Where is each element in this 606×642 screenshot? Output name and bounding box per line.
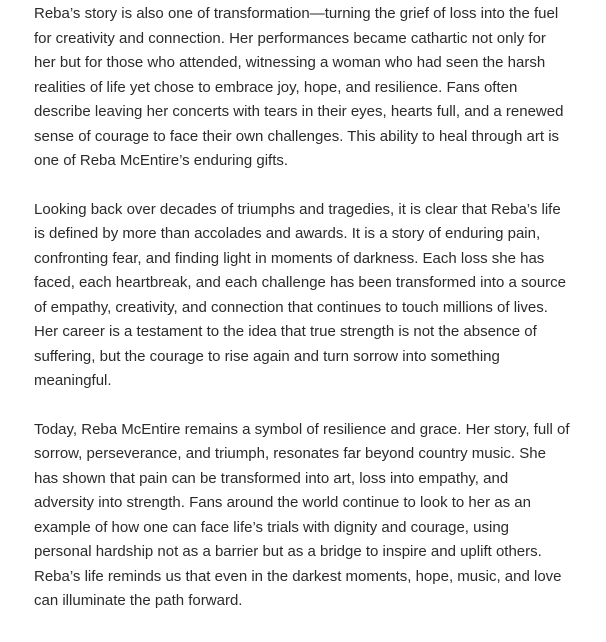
text-line: faced, each heartbreak, and each challenge has been transformed into a source (34, 274, 567, 291)
paragraph-today (34, 418, 580, 614)
paragraph-transformation (34, 2, 580, 174)
paragraph-looking-back (34, 198, 580, 394)
text-line: confronting fear, and finding light in moments of darkness. Each loss she has (34, 249, 545, 267)
text-line: of empathy, creativity, and connection that continues to touch millions of lives. (34, 298, 548, 316)
text-line: describe leaving her concerts with tears in their eyes, hearts full, and a renewed (34, 103, 564, 120)
text-line: Reba’s life reminds us that even in the darkest moments, hope, music, and love (34, 567, 562, 585)
text-line: example of how one can face life’s trials with dignity and courage, using (34, 518, 509, 536)
text-line: Today, Reba McEntire remains a symbol of resilience and grace. Her story, full of (34, 420, 570, 438)
text-line: can illuminate the path forward. (34, 592, 243, 609)
text-line: Reba’s story is also one of transformation—turning the grief of loss into the fuel (34, 5, 559, 22)
text-line: sense of courage to face their own challenges. This ability to heal through art is (34, 127, 560, 145)
text-line: meaningful. (34, 372, 112, 389)
text-line: one of Reba McEntire’s enduring gifts. (34, 152, 289, 169)
text-line: sorrow, perseverance, and triumph, resonates far beyond country music. She (34, 445, 546, 462)
text-line: Looking back over decades of triumphs and tragedies, it is clear that Reba’s life (34, 200, 561, 218)
text-line: adversity into strength. Fans around the world continue to look to her as an (34, 494, 531, 511)
text-line: Her career is a testament to the idea that true strength is not the absence of (34, 323, 537, 340)
text-line: is defined by more than accolades and awards. It is a story of enduring pain, (34, 225, 541, 242)
text-line: for creativity and connection. Her performances became cathartic not only for (34, 29, 546, 47)
text-line: realities of life yet chose to embrace joy, hope, and resilience. Fans often (34, 78, 518, 96)
article-body (34, 2, 580, 638)
text-line: has shown that pain can be transformed into art, loss into empathy, and (34, 469, 509, 487)
text-line: her but for those who attended, witnessing a woman who had seen the harsh (34, 54, 546, 71)
text-line: suffering, but the courage to rise again and turn sorrow into something (34, 347, 500, 365)
text-line: personal hardship not as a barrier but as a bridge to inspire and uplift others. (34, 543, 542, 560)
